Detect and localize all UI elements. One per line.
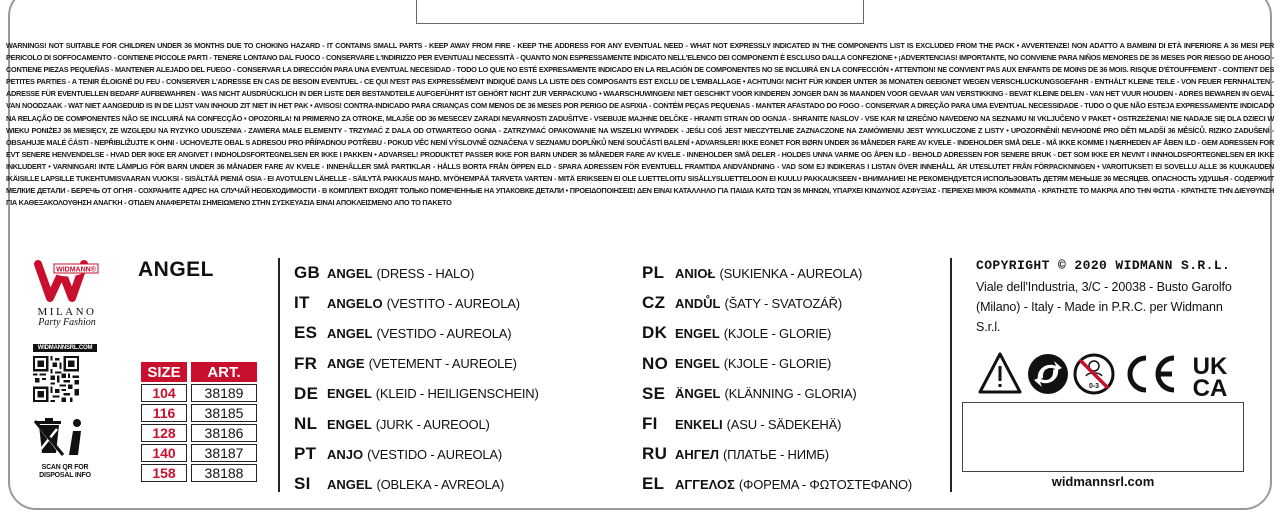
language-description: (KJOLE - GLORIE) <box>723 356 832 372</box>
language-row <box>642 258 912 288</box>
divider-left <box>278 258 280 492</box>
scan-qr-line1: SCAN QR FOR <box>41 464 89 471</box>
qr-code-icon <box>33 356 79 402</box>
language-product-name: АНГЕЛ <box>675 446 719 462</box>
product-name: ANGEL <box>138 258 214 281</box>
size-row <box>141 384 257 402</box>
language-row <box>642 469 912 499</box>
language-code: CZ <box>642 293 666 313</box>
logo-badge: WIDMANN® <box>56 266 96 274</box>
art-value: 38189 <box>191 384 257 402</box>
language-product-name: ENKELI <box>675 416 723 432</box>
language-row <box>642 288 912 318</box>
language-code: DK <box>642 323 668 343</box>
size-header: SIZE <box>141 362 187 382</box>
language-row <box>642 409 912 439</box>
language-row <box>642 439 912 469</box>
scan-qr-line2: DISPOSAL INFO <box>39 471 91 479</box>
copyright-title: COPYRIGHT © 2020 WIDMANN S.R.L. <box>976 258 1231 273</box>
ce-mark-icon <box>1130 358 1174 390</box>
language-description: (SUKIENKA - AUREOLA) <box>719 265 863 281</box>
language-code: ES <box>294 323 318 343</box>
warning-triangle-icon <box>980 354 1020 392</box>
language-code: NL <box>294 414 318 434</box>
website-label: widmannsrl.com <box>1051 474 1155 489</box>
qr-site-label: WIDMANNSRL.COM <box>33 344 97 352</box>
art-value: 38188 <box>191 464 257 482</box>
art-value: 38187 <box>191 444 257 462</box>
recycle-icon <box>1028 354 1068 394</box>
art-header: ART. <box>191 362 257 382</box>
copyright-origin: (Milano) - Italy - Made in P.R.C. per Widmann S.r.l. <box>976 300 1223 334</box>
language-row <box>294 439 539 469</box>
language-code: DE <box>294 383 319 403</box>
language-product-name: ΑΓΓΕΛΟΣ <box>675 476 735 492</box>
language-description: (KJOLE - GLORIE) <box>723 325 832 341</box>
brand-block <box>32 258 102 328</box>
language-product-name: ANDŮL <box>675 295 721 311</box>
art-value: 38186 <box>191 424 257 442</box>
language-description: (ASU - SÄDEKEHÄ) <box>726 416 842 432</box>
language-description: (ŠATY - SVATOZÁŘ) <box>724 295 842 311</box>
widmann-logo <box>32 258 102 304</box>
top-window-box <box>416 0 864 24</box>
language-product-name: ENGEL <box>675 356 720 372</box>
size-row <box>141 444 257 462</box>
language-row <box>294 469 539 499</box>
language-row <box>294 318 539 348</box>
language-description: (ПЛАТЬЕ - НИМБ) <box>722 446 829 462</box>
size-value: 158 <box>141 464 187 482</box>
language-code: PT <box>294 444 317 464</box>
language-code: FR <box>294 353 318 373</box>
art-value: 38185 <box>191 404 257 422</box>
language-row <box>294 349 539 379</box>
language-product-name: ENGEL <box>675 325 720 341</box>
language-product-name: ENGEL <box>327 416 372 432</box>
language-description: (VESTIDO - AUREOLA) <box>376 325 512 341</box>
language-code: RU <box>642 444 668 464</box>
language-description: (OBLEKA - AVREOLA) <box>376 476 505 492</box>
blank-note-box <box>962 402 1244 472</box>
language-code: SI <box>294 474 311 494</box>
language-description: (VESTITO - AUREOLA) <box>386 295 520 311</box>
safety-symbols <box>976 348 1246 402</box>
language-row <box>642 318 912 348</box>
language-description: (VESTIDO - AUREOLA) <box>367 446 503 462</box>
language-product-name: ANGEL <box>327 265 373 281</box>
language-row <box>642 349 912 379</box>
brand-name: MILANO <box>37 306 97 318</box>
language-row <box>294 258 539 288</box>
size-row <box>141 464 257 482</box>
copyright-block <box>976 258 1246 337</box>
language-product-name: ANGEL <box>327 325 373 341</box>
no-under-3-icon <box>1075 355 1113 393</box>
language-product-name: ANGEL <box>327 476 373 492</box>
age-label: 0-3 <box>1088 383 1100 390</box>
language-description: (KLEID - HEILIGENSCHEIN) <box>375 386 539 402</box>
safety-warnings: WARNINGS! NOT SUITABLE FOR CHILDREN UNDER 36 MONTHS DUE TO CHOKING HAZARD - IT CONTAINS SMALL PARTS - KEEP AWAY FROM FIRE - KEEP THE ADDRESS FOR ANY EVENTUAL NEED - WHAT NOT EXPRESSLY INDICATED IN THE COMPONENTS LIST IS EXCLUDED FROM THE PACK • AVVERTENZE! NON ADATTO A BAMBINI DI ETÀ INFERIORE A 36 MESI PER PERICOLO DI SOFFOCAMENTO - CONTIENE PICCOLE PARTI - TENERE LONTANO DAL FUOCO - CONSERVARE L'INDIRIZZO PER EVENTUALI NECESSITÀ - QUANTO NON ESPRESSAMENTE INDICATO NELL'ELENCO DEI COMPONENTI È ESCLUSO DALLA CONFEZIONE • ¡ADVERTENCIAS! IMPORTANTE, NO CONVIENE PARA NIÑOS MENORES DE 36 MESES POR RIESGO DE AHOGO - CONTIENE PIEZAS PEQUEÑAS - MANTENER ALEJADO DEL FUEGO - CONSERVAR LA DIRECCIÓN PARA UNA EVENTUAL NECESIDAD - TODO LO QUE NO ESTÉ EXPRESAMENTE INDICADO EN LA RELACIÓN DE COMPONENTES NO SE INCLUIRÁ EN LA CONFECCIÓN • ATTENTION! NE CONVIENT PAS AUX ENFANTS DE MOINS DE 36 MOIS. RISQUE D'ÉTOUFFEMENT - CONTIENT DES PETITES PARTIES - A TENIR ÉLOIGNÉ DU FEU - CONSERVER L'ADRESSE EN CAS DE BESOIN EVENTUEL - CE QUI N'EST PAS EXPRESSÉMENT INDIQUÉ DANS LA LISTE DES COMPOSANTS EST EXCLU DE L'EMBALLAGE • ACHTUNG! NICHT FÜR KINDER UNTER 36 MONATEN GEEIGNET WEGEN VERSCHLUCKUNGSGEFAHR - ENTHÄLT KLEINE TEILE - VON FEUER FERNHALTEN - ADRESSE FÜR EVENTUELLEN BEDARF AUFBEWAHREN - WAS NICHT AUSDRÜCKLICH IN DER LISTE DER BESTANDTEILE AUFGEFÜHRT IST GEHÖRT NICHT ZUR VERPACKUNG • WAARSCHUWINGEN! NIET GESCHIKT VOOR KINDEREN JONGER DAN 36 MAANDEN VOOR GEVAAR VAN VERSTIKKING - BEVAT KLEINE DELEN - VAN HET VUUR HOUDEN - ADRES BEWAREN IN GEVAL VAN NOODZAAK - WAT NIET AANGEDUID IS IN DE LIJST VAN INHOUD ZIT NIET IN HET PAK • AVISOS! CONTRA-INDICADO PARA CRIANÇAS COM MENOS DE 36 MESES POR PERIGO DE ASFIXIA - CONTÉM PEÇAS PEQUENAS - MANTER AFASTADO DO FOGO - CONSERVAR A DIREÇÃO PARA UMA EVENTUAL NECESSIDADE - TUDO O QUE NÃO ESTEJA EXPRESSAMENTE INDICADO NA RELAÇÃO DE COMPONENTES NÃO SE INCLUIRÁ NA CONFECÇÃO • OPOZORILA! NI PRIMERNO ZA OTROKE, MLAJŠE OD 36 MESECEV ZARADI NEVARNOSTI ZADUŠITVE - VSEBUJE MAJHNE DELČKE - HRANITI STRAN OD OGNJA - SHRANITE NASLOV - VSE KAR NI IZREČNO NAVEDENO NA SEZNAMU NI VKLJUČENO V PAKET • OSTRZEŻENIA! NIE NADAJE SIĘ DLA DZIECI W WIEKU PONIŻEJ 36 MIESIĘCY, ZE WZGLĘDU NA RYZYKO UDUSZENIA - ZAWIERA MAŁE ELEMENTY - TRZYMAĆ Z DALA OD OTWARTEGO OGNIA - ZATRZYMAĆ OPAKOWANIE NA WSZELKI WYPADEK - JEŚLI COŚ JEST NIECZYTELNIE ZAZNACZONE NA ZAMÓWIENIU JEST WYKLUCZONE Z LISTY • UPOZORNĚNÍ! NEVHODNÉ PRO DĚTI MLADŠÍ 36 MĚSÍCŮ. RIZIKO ZADUŠENÍ - OBSAHUJE MALÉ ČÁSTI - NEPŘIBLIŽUJTE K OHNI - UCHOVEJTE OBAL S ADRESOU PRO PŘÍPADNOU POTŘEBU - POKUD VĚC NENÍ VÝSLOVNĚ OZNAČENA V SEZNAMU DOPLŇKŮ NENÍ SOUČÁSTÍ BALENÍ • ADVARSLER! IKKE EGNET FOR BØRN UNDER 36 MÅNEDER FARE AV KVELE - INDEHOLDER SMÅ DELE - MÅ IKKE KOMME I NÆRHEDEN AF ÅBEN ILD - GEM ADRESSEN FOR EVT SENERE HENVENDELSE - HVAD DER IKKE ER ANGIVET I INDHOLDSFORTEGNELSEN ER IKKE I PAKKEN • ADVARSEL! PRODUKTET PASSER IKKE FOR BARN UNDER 36 MÅNEDER FARE AV KVELE - INNEHOLDER SMÅ DELER - HOLDES UNNA VARME OG ÅPEN ILD - BEHOLD ADRESSEN FOR SENERE BRUK - DET SOM IKKE ER NEVNT I INNHOLDSFORTEGNELSEN ER IKKE INKLUDERT • VARNINGAR! INTE LÄMPLIG FÖR BARN UNDER 36 MÅNADER FARE AV KVELE - INNEHÅLLER SMÅ PARTIKLAR - HÅLLS BORTA FRÅN ÖPPEN ELD - SPARA ADRESSEN FÖR EVENTUELL FRAMTIDA ANDVÄNDNING - VAD SOM EJ INDIKERAS I LISTAN ÖVER INNEHÅLL ÄR UTESLUTET FRÅN FÖRPACKNINGEN • VAROITUKSET! EI SOVELLU ALLE 36 KUUKAUDEN IKÄISILLE LAPSILLE TUKEHTUMISVAARAN VUOKSI - SISÄLTÄÄ PIENIÄ OSIA - EI AVOTULEN LÄHELLE - SÄILYTÄ PAKKAUS MAHD. MYÖHEMPÄÄ TARVETA VARTEN - MITÄ ERIKSEEN EI OLE LUETTELOITU SISÄLLYSLUETTELOON EI KUULU PAKKAUKSEEN • ВНИМАНИЕ! НЕ РЕКОМЕНДУЕТСЯ ИСПОЛЬЗОВАТЬ ДЕТЯМ МЕНЬШЕ 36 МЕСЯЦЕВ. ОПАСНОСТЬ УДУШЬЯ - СОДЕРЖИТ МЕЛКИЕ ДЕТАЛИ - БЕРЕЧЬ ОТ ОГНЯ - СОХРАНИТЕ АДРЕС НА СЛУЧАЙ НЕОБХОДИМОСТИ - В КОМПЛЕКТ ВХОДЯТ ТОЛЬКО ПОМЕЧЕННЫЕ НА УПАКОВКЕ ДЕТАЛИ • ΠΡΟΕΙΔΟΠΟΙΗΣΕΙΣ! ΔΕΝ ΕΙΝΑΙ ΚΑΤΑΛΛΗΛΟ ΓΙΑ ΠΑΙΔΙΑ ΚΑΤΩ ΤΩΝ 36 ΜΗΝΩΝ, ΥΠΑΡΧΕΙ ΚΙΝΔΥΝΟΣ ΑΣΦΥΞΙΑΣ - ΠΕΡΙΕΧΕΙ ΜΙΚΡΑ ΚΟΜΜΑΤΙΑ - ΚΡΑΤΗΣΤΕ ΤΟ ΜΑΚΡΙΑ ΑΠΟ ΤΗΝ ΦΩΤΙΑ - ΚΡΑΤΗΣΤΕ ΤΗΝ ΔΙΕΥΘΥΝΣΗ ΓΙΑ ΚΑΘΕΞΑΚΟΛΟΥΘΗΣΗ ΑΝΑΓΚΗ - ΟΤΙΔΕΝ ΑΝΑΦΕΡΕΤΑΙ ΣΗΜΕΙΩΜΕΝΟ ΣΤΗΝ ΣΥΣΚΕΥΑΣΙΑ ΕΙΝΑΙ ΑΠΟΚΛΕΙΣΜΕΝΟ ΑΠΟ ΤΟ ΠΑΚΕΤΟ <box>6 41 1274 208</box>
size-value: 140 <box>141 444 187 462</box>
language-row <box>294 288 539 318</box>
widmann-w-icon <box>32 258 102 304</box>
size-value: 104 <box>141 384 187 402</box>
size-row <box>141 404 257 422</box>
ukca-top-text: UK <box>1192 353 1228 380</box>
language-row <box>294 409 539 439</box>
language-code: SE <box>642 383 666 403</box>
brand-tagline: Party Fashion <box>38 317 96 328</box>
qr-block <box>33 344 97 479</box>
size-table <box>137 360 261 484</box>
language-description: (VETEMENT - AUREOLE) <box>368 356 517 372</box>
language-list-right <box>642 258 912 500</box>
language-description: (JURK - AUREOOL) <box>375 416 490 432</box>
language-code: EL <box>642 474 665 494</box>
language-row <box>642 379 912 409</box>
language-description: (DRESS - HALO) <box>376 265 475 281</box>
language-code: NO <box>642 353 669 373</box>
divider-right <box>950 258 952 492</box>
language-product-name: ANGE <box>327 356 365 372</box>
ukca-mark-icon <box>1193 353 1228 402</box>
size-value: 128 <box>141 424 187 442</box>
copyright-address: Viale dell'Industria, 3/C - 20038 - Busto Garolfo <box>976 280 1232 294</box>
language-row <box>294 379 539 409</box>
language-product-name: ANJO <box>327 446 364 462</box>
language-description: (KLÄNNING - GLORIA) <box>724 386 857 402</box>
disposal-info-icon <box>33 415 93 459</box>
language-product-name: ENGEL <box>327 386 372 402</box>
size-row <box>141 424 257 442</box>
size-value: 116 <box>141 404 187 422</box>
language-description: (ΦΟΡΕΜΑ - ΦΩΤΟΣΤΕΦΑΝΟ) <box>738 476 913 492</box>
ukca-bottom-text: CA <box>1192 375 1228 402</box>
language-list-left <box>294 258 539 500</box>
language-product-name: ÄNGEL <box>675 386 721 402</box>
language-code: GB <box>294 263 321 283</box>
language-code: FI <box>642 414 658 434</box>
language-product-name: ANIOŁ <box>675 265 716 281</box>
language-code: IT <box>294 293 310 313</box>
language-code: PL <box>642 263 665 283</box>
language-product-name: ANGELO <box>327 295 383 311</box>
